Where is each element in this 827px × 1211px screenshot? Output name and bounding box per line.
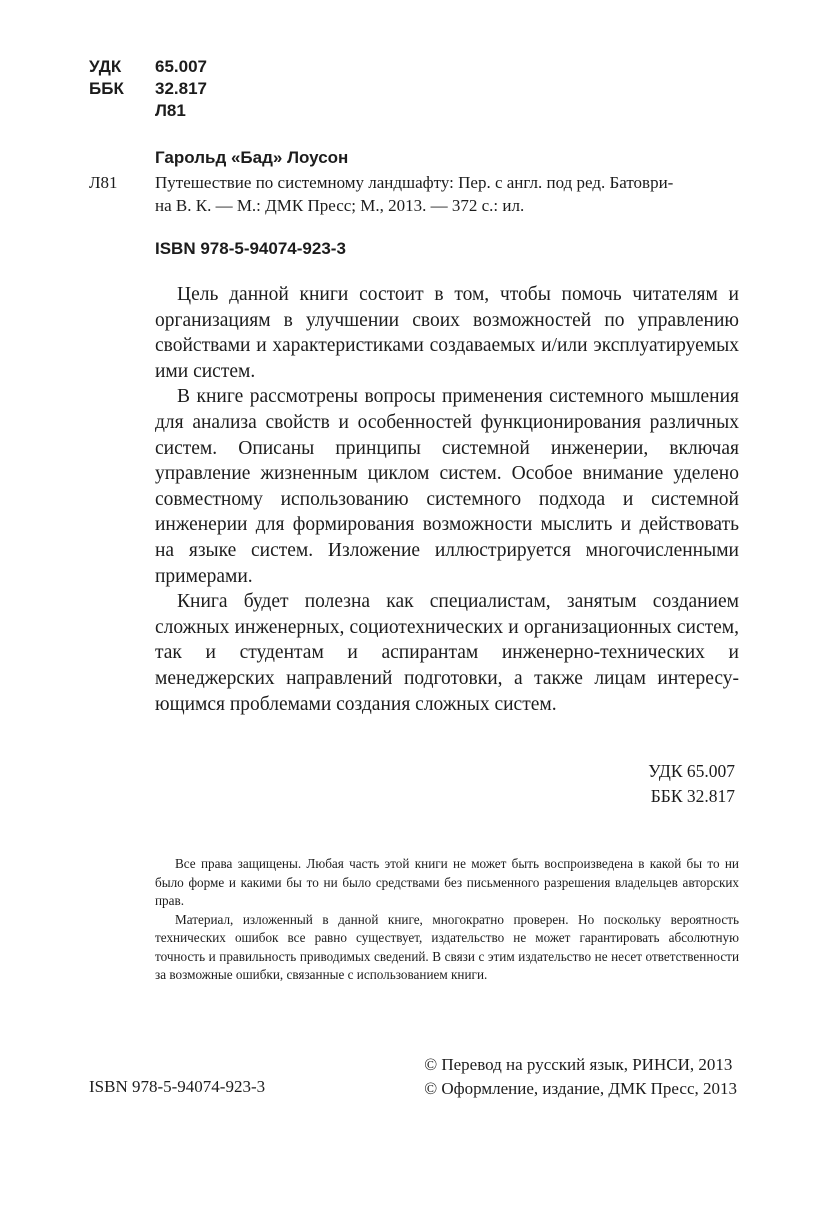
copyright-line: © Перевод на русский язык, РИНСИ, 2013 — [424, 1055, 733, 1074]
description-line: на В. К. — М.: ДМК Пресс; М., 2013. — 372 с.: ил. — [155, 195, 525, 215]
isbn-heading: ISBN 978-5-94074-923-3 — [155, 239, 346, 258]
abstract — [155, 282, 739, 717]
isbn-footer: ISBN 978-5-94074-923-3 — [89, 1077, 266, 1096]
author-mark-row — [89, 100, 207, 122]
abstract-paragraph: В книге рассмотрены вопросы применения системного мышления для анализа свойств и особенностей функционирования различных систем. Описаны принципы системной инженерии, включая управление жизненным циклом систем. Особое внимание уделено совместному использованию системного подхода и системной инженерии для формирования возможности мыслить и действовать на языке систем. Изложение иллюстрируется многочисленными примерами. — [155, 386, 739, 587]
copyright-line: © Оформление, издание, ДМК Пресс, 2013 — [424, 1079, 737, 1098]
bbk-value: 32.817 — [155, 79, 207, 98]
copyright-notices — [424, 1053, 737, 1101]
udk-row — [89, 56, 207, 78]
rights-paragraph: Все права защищены. Любая часть этой книги не может быть воспроизведена в какой бы то ни было форме и какими бы то ни было средствами без письменного разрешения владельцев авторских прав. — [155, 856, 739, 908]
catalog-mark: Л81 — [89, 173, 118, 192]
bbk-right: ББК 32.817 — [650, 786, 735, 806]
bbk-label: ББК — [89, 79, 124, 98]
author-name: Гарольд «Бад» Лоусон — [155, 148, 349, 167]
classification-block — [89, 56, 207, 122]
bbk-row — [89, 78, 207, 100]
udk-value: 65.007 — [155, 57, 207, 76]
bibliographic-description — [155, 172, 740, 217]
classification-right — [648, 759, 735, 809]
abstract-paragraph: Цель данной книги состоит в том, чтобы помочь читателям и организациям в улучшении своих возможностей по управлению свойствами и характеристиками создаваемых и/или эксплуатируемых ими систем. — [155, 284, 739, 382]
abstract-paragraph: Книга будет полезна как специалистам, занятым созданием сложных инженерных, социотехнических и организационных систем, так и студентам и аспирантам инженерно-технических и менеджерских направлений подготовки, а также лицам интересующимся проблемами создания сложных систем. — [155, 591, 739, 715]
rights-notice — [155, 855, 739, 985]
rights-paragraph: Материал, изложенный в данной книге, многократно проверен. Но поскольку вероятность технических ошибок все равно существует, издательство не может гарантировать абсолютную точность и правильность приводимых сведений. В связи с этим издательство не несет ответственности за возможные ошибки, связанные с использованием книги. — [155, 911, 739, 982]
author-mark: Л81 — [155, 101, 186, 120]
description-line: Путешествие по системному ландшафту: Пер. с англ. под ред. Батоври- — [155, 173, 674, 192]
udk-label: УДК — [89, 57, 122, 76]
udk-right: УДК 65.007 — [648, 761, 735, 781]
